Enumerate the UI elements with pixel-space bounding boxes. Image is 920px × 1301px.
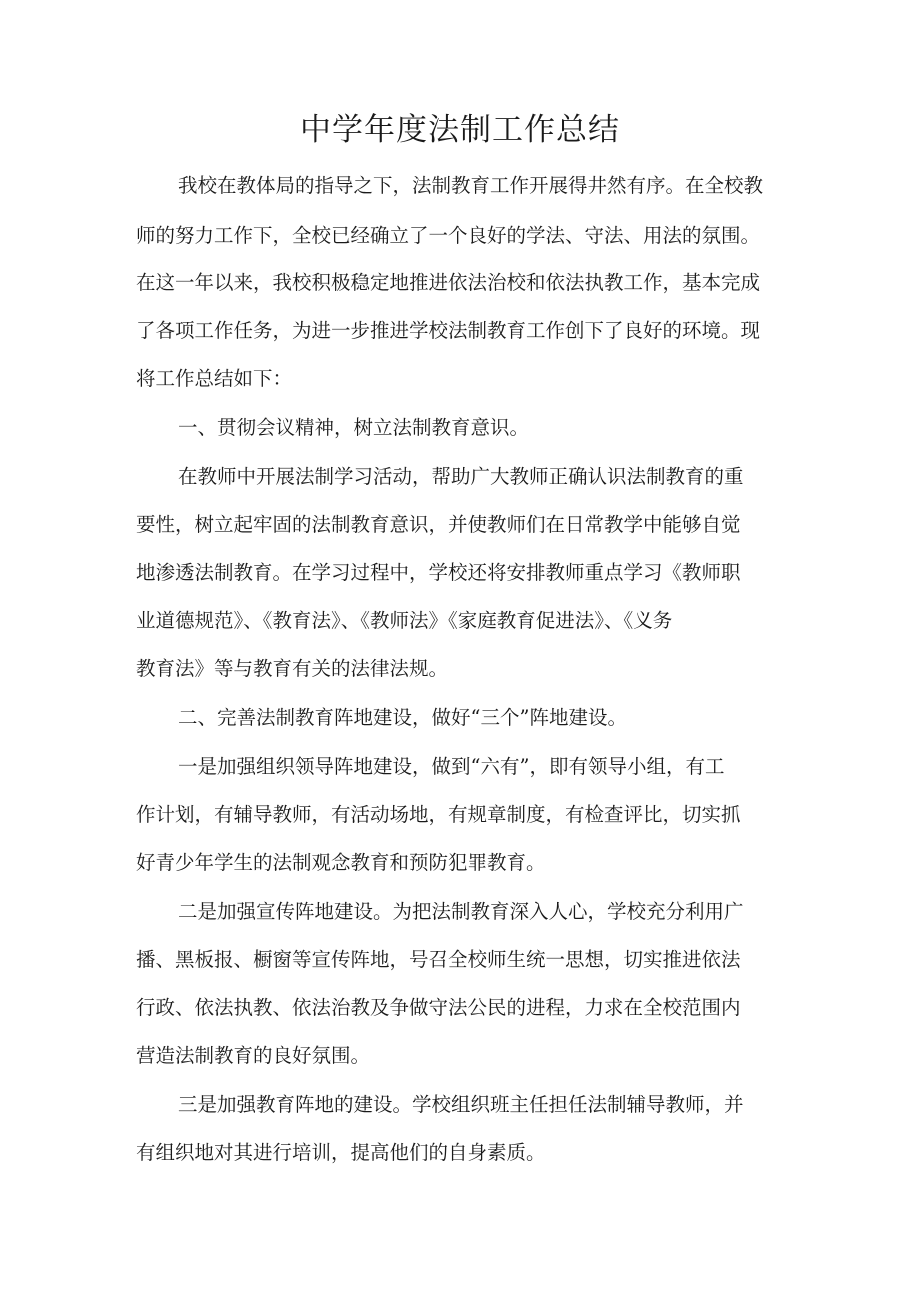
paragraph-line: 将工作总结如下： [136,367,293,390]
paragraph-line: 作计划，有辅导教师，有活动场地，有规章制度，有检查评比，切实抓 [136,803,741,826]
paragraph-line: 教育法》等与教育有关的法律法规。 [136,657,449,680]
paragraph-line: 二是加强宣传阵地建设。为把法制教育深入人心，学校充分利用广 [178,900,744,923]
paragraph-line: 好青少年学生的法制观念教育和预防犯罪教育。 [136,851,546,874]
paragraph-line: 师的努力工作下，全校已经确立了一个良好的学法、守法、用法的氛围。 [136,224,761,247]
document-title: 中学年度法制工作总结 [300,112,620,148]
paragraph-line: 了各项工作任务，为进一步推进学校法制教育工作创下了良好的环境。现 [136,319,761,342]
paragraph-line: 有组织地对其进行培训，提高他们的自身素质。 [136,1141,546,1164]
paragraph-line: 业道德规范》、《教育法》、《教师法》《家庭教育促进法》、《义务 [136,609,673,632]
section-heading: 二、完善法制教育阵地建设，做好“三个”阵地建设。 [178,706,627,729]
paragraph-line: 营造法制教育的良好氛围。 [136,1044,371,1067]
paragraph-line: 我校在教体局的指导之下，法制教育工作开展得井然有序。在全校教 [178,174,764,197]
paragraph-line: 在教师中开展法制学习活动，帮助广大教师正确认识法制教育的重 [178,465,744,488]
paragraph-line: 地渗透法制教育。在学习过程中，学校还将安排教师重点学习《教师职 [136,561,741,584]
paragraph-line: 一是加强组织领导阵地建设，做到“六有”，即有领导小组，有工 [178,755,725,778]
paragraph-line: 要性，树立起牢固的法制教育意识，并使教师们在日常教学中能够自觉 [136,513,741,536]
paragraph-line: 三是加强教育阵地的建设。学校组织班主任担任法制辅导教师，并 [178,1093,744,1116]
paragraph-line: 行政、依法执教、依法治教及争做守法公民的进程，力求在全校范围内 [136,996,741,1019]
paragraph-line: 在这一年以来，我校积极稳定地推进依法治校和依法执教工作，基本完成 [136,271,761,294]
paragraph-line: 播、黑板报、橱窗等宣传阵地，号召全校师生统一思想，切实推进依法 [136,948,741,971]
section-heading: 一、贯彻会议精神，树立法制教育意识。 [178,416,530,439]
